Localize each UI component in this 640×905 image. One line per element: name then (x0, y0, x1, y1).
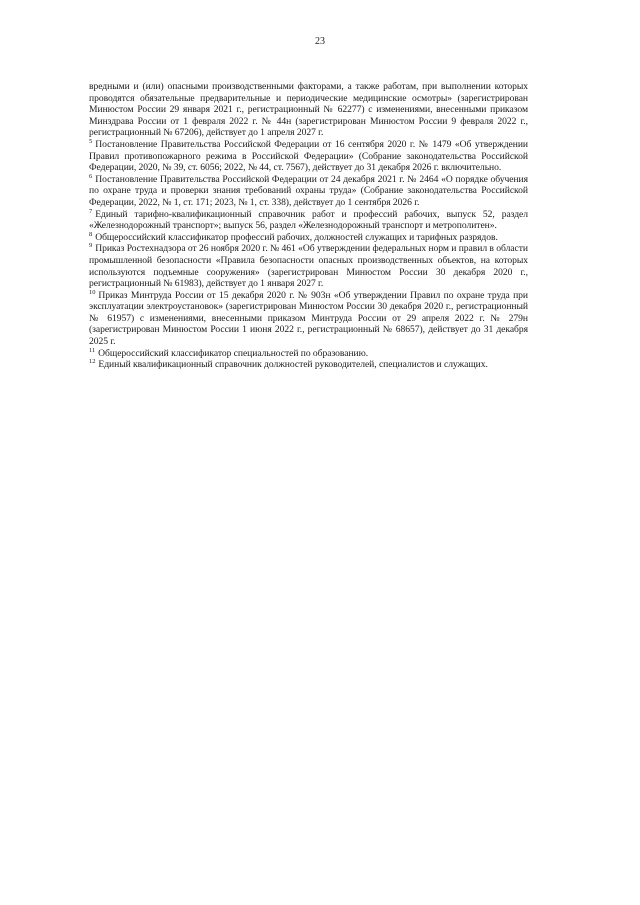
footnote-text: Постановление Правительства Российской Федерации от 24 декабря 2021 г. № 2464 «О порядке обучения по охране труда и проверки знания требований охраны труда» (Собрание законодательства Российской Федерации, 2022, № 1, ст. 171; 2023, № 1, ст. 338), действует до 1 сентября 2026 г. (89, 173, 528, 208)
footnotes-section (89, 81, 528, 371)
footnote-11 (89, 348, 528, 360)
footnote-6 (89, 174, 528, 209)
footnote-text: Единый тарифно-квалификационный справочник работ и профессий рабочих, выпуск 52, раздел «Железнодорожный транспорт»; выпуск 56, раздел «Железнодорожный транспорт и метрополитен». (89, 208, 528, 232)
page-number: 23 (315, 36, 325, 47)
footnote-12 (89, 359, 528, 371)
footnote-marker: 8 (89, 230, 93, 238)
footnote-text: Общероссийский классификатор профессий рабочих, должностей служащих и тарифных разрядов. (95, 231, 498, 243)
footnote-7 (89, 209, 528, 232)
footnote-text: Приказ Минтруда России от 15 декабря 2020 г. № 903н «Об утверждении Правил по охране труда при эксплуатации электроустановок» (зарегистрирован Минюстом России 30 декабря 2020 г., регистрационный № 61957) с изменениями, внесенными приказом Минтруда России от 29 апреля 2022 г. № 279н (зарегистрирован Минюстом России 1 июня 2022 г., регистрационный № 68657), действует до 31 декабря 2025 г. (89, 289, 528, 348)
footnote-marker: 10 (89, 288, 96, 296)
footnote-10 (89, 290, 528, 348)
footnote-marker: 5 (89, 137, 93, 145)
footnote-text: вредными и (или) опасными производственными факторами, а также работам, при выполнении которых проводятся обязательные предварительные и периодические медицинские осмотры» (зарегистрирован Минюстом России 29 января 2021 г., регистрационный № 62277) с изменениями, внесенными приказом Минздрава России от 1 февраля 2022 г. № 44н (зарегистрирован Минюстом России 9 февраля 2022 г., регистрационный № 67206), действует до 1 апреля 2027 г. (89, 81, 528, 139)
footnote-marker: 9 (89, 242, 93, 250)
footnote-text: Приказ Ростехнадзора от 26 ноября 2020 г. № 461 «Об утверждении федеральных норм и правил в области промышленной безопасности «Правила безопасности опасных производственных объектов, на которых используются подъемные сооружения» (зарегистрирован Минюстом России 30 декабря 2020 г., регистрационный № 61983), действует до 1 января 2027 г. (89, 243, 528, 290)
footnote-9 (89, 243, 528, 289)
footnote-8 (89, 232, 528, 244)
footnote-marker: 7 (89, 207, 93, 215)
footnote-marker: 11 (89, 346, 96, 354)
footnote-marker: 6 (89, 172, 93, 180)
footnote-text: Общероссийский классификатор специальностей по образованию. (98, 347, 369, 359)
footnote-continuation (89, 81, 528, 139)
footnote-marker: 12 (89, 358, 96, 366)
footnote-text: Единый квалификационный справочник должностей руководителей, специалистов и служащих. (98, 359, 488, 371)
footnote-5 (89, 139, 528, 174)
footnote-text: Постановление Правительства Российской Федерации от 16 сентября 2020 г. № 1479 «Об утверждении Правил противопожарного режима в Российской Федерации» (Собрание законодательства Российской Федерации, 2020, № 39, ст. 6056; 2022, № 44, ст. 7567), действует до 31 декабря 2026 г. включительно. (89, 138, 528, 174)
